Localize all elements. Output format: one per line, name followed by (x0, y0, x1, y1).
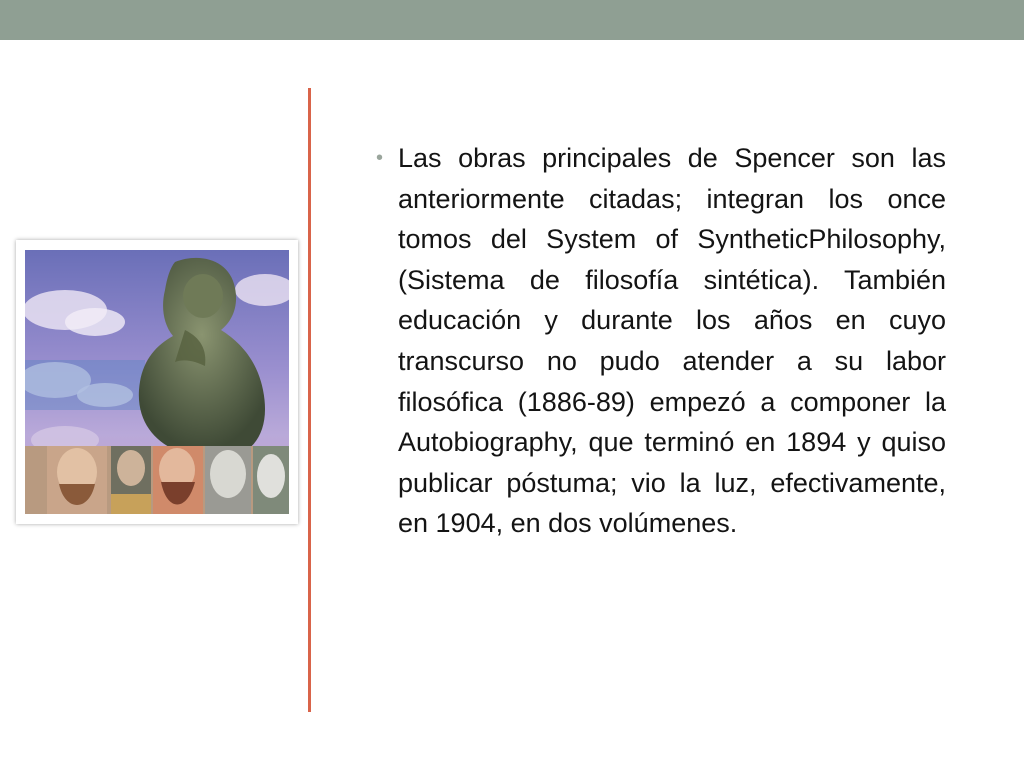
photo-frame (16, 240, 298, 524)
collage-illustration (25, 250, 289, 514)
thinker-collage-image (25, 250, 289, 514)
bullet-icon: • (376, 147, 384, 169)
bullet-text: Las obras principales de Spencer son las anteriormente citadas; integran los once tomos del System of SyntheticPhilosophy, (Sistema de filosofía sintética). También educación y durante los años en cuyo transcurso no pudo atender a su labor filosófica (1886-89) empezó a componer la Autobiography, que terminó en 1894 y quiso publicar póstuma; vio la luz, efectivamente, en 1904, en dos volúmenes. (398, 143, 946, 539)
list-item (376, 138, 946, 544)
top-band (0, 0, 1024, 40)
vertical-divider (308, 88, 311, 712)
bullet-list (376, 138, 946, 544)
